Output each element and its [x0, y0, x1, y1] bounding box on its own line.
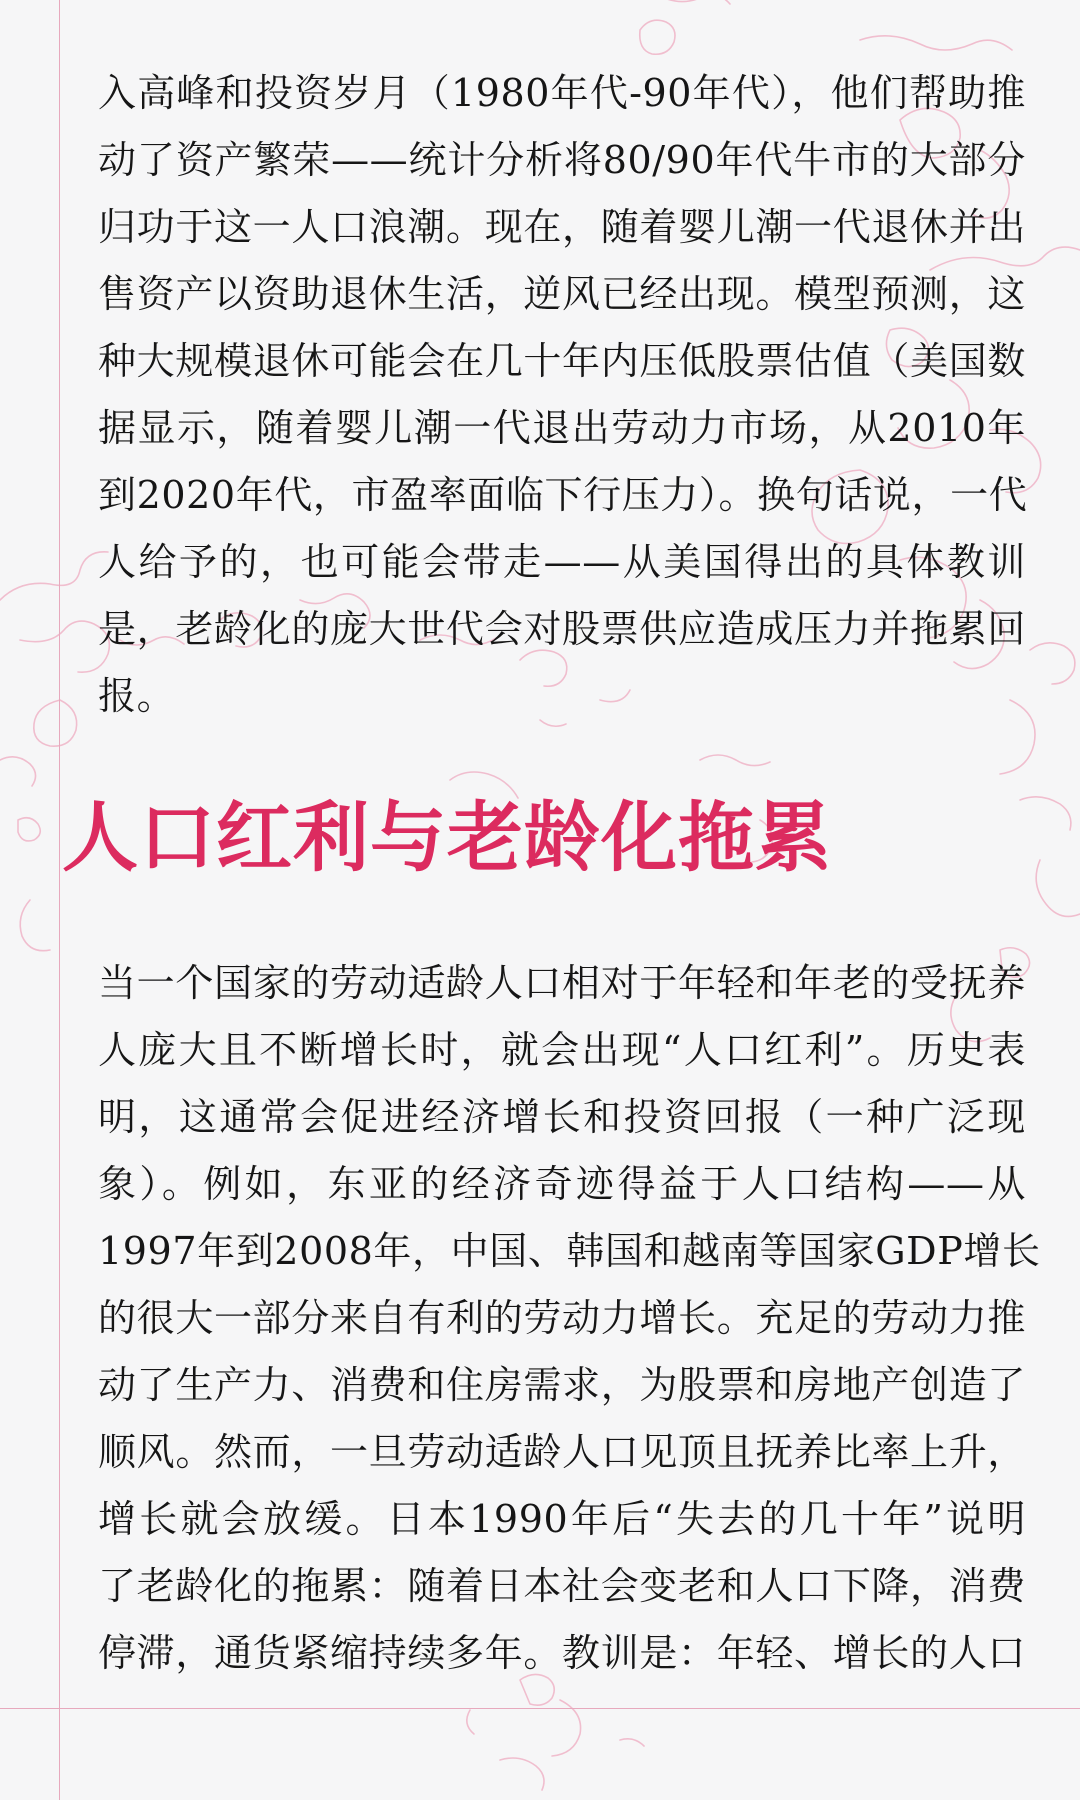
paragraph-line: 人给予的，也可能会带走——从美国得出的具体教训 [98, 540, 1026, 584]
paragraph-line: 种大规模退休可能会在几十年内压低股票估值（美国数 [98, 339, 1026, 383]
paragraph-line: 当一个国家的劳动适龄人口相对于年轻和年老的受抚养 [98, 961, 1026, 1005]
paragraph-line: 增长就会放缓。日本1990年后“失去的几十年”说明 [98, 1497, 1026, 1541]
paragraph-line: 明，这通常会促进经济增长和投资回报（一种广泛现 [98, 1095, 1026, 1139]
paragraph-line: 了老龄化的拖累：随着日本社会变老和人口下降，消费 [98, 1564, 1026, 1608]
paragraph-line: 1997年到2008年，中国、韩国和越南等国家GDP增长 [98, 1229, 1041, 1273]
paragraph-line: 售资产以资助退休生活，逆风已经出现。模型预测，这 [98, 272, 1026, 316]
paragraph-line: 人庞大且不断增长时，就会出现“人口红利”。历史表 [98, 1028, 1026, 1072]
paragraph-line: 据显示，随着婴儿潮一代退出劳动力市场，从2010年 [98, 406, 1026, 450]
paragraph-line: 归功于这一人口浪潮。现在，随着婴儿潮一代退休并出 [98, 205, 1026, 249]
paragraph-line: 停滞，通货紧缩持续多年。教训是：年轻、增长的人口 [98, 1631, 1026, 1675]
section-heading: 人口红利与老龄化拖累 [62, 793, 832, 882]
bottom-margin-rule [0, 1708, 1080, 1709]
paragraph-line: 象）。例如，东亚的经济奇迹得益于人口结构——从 [98, 1162, 1026, 1206]
paragraph-intro [98, 60, 1026, 730]
paragraph-demographic-dividend [98, 950, 1041, 1687]
left-margin-rule [59, 0, 60, 1800]
paragraph-line: 是，老龄化的庞大世代会对股票供应造成压力并拖累回 [98, 607, 1026, 651]
paragraph-line: 入高峰和投资岁月（1980年代-90年代），他们帮助推 [98, 71, 1026, 115]
paragraph-line: 到2020年代，市盈率面临下行压力）。换句话说，一代 [98, 473, 1028, 517]
paragraph-line: 报。 [98, 674, 176, 718]
paragraph-line: 动了生产力、消费和住房需求，为股票和房地产创造了 [98, 1363, 1026, 1407]
paragraph-line: 动了资产繁荣——统计分析将80/90年代牛市的大部分 [98, 138, 1026, 182]
paragraph-line: 的很大一部分来自有利的劳动力增长。充足的劳动力推 [98, 1296, 1026, 1340]
paragraph-line: 顺风。然而，一旦劳动适龄人口见顶且抚养比率上升， [98, 1430, 1026, 1474]
